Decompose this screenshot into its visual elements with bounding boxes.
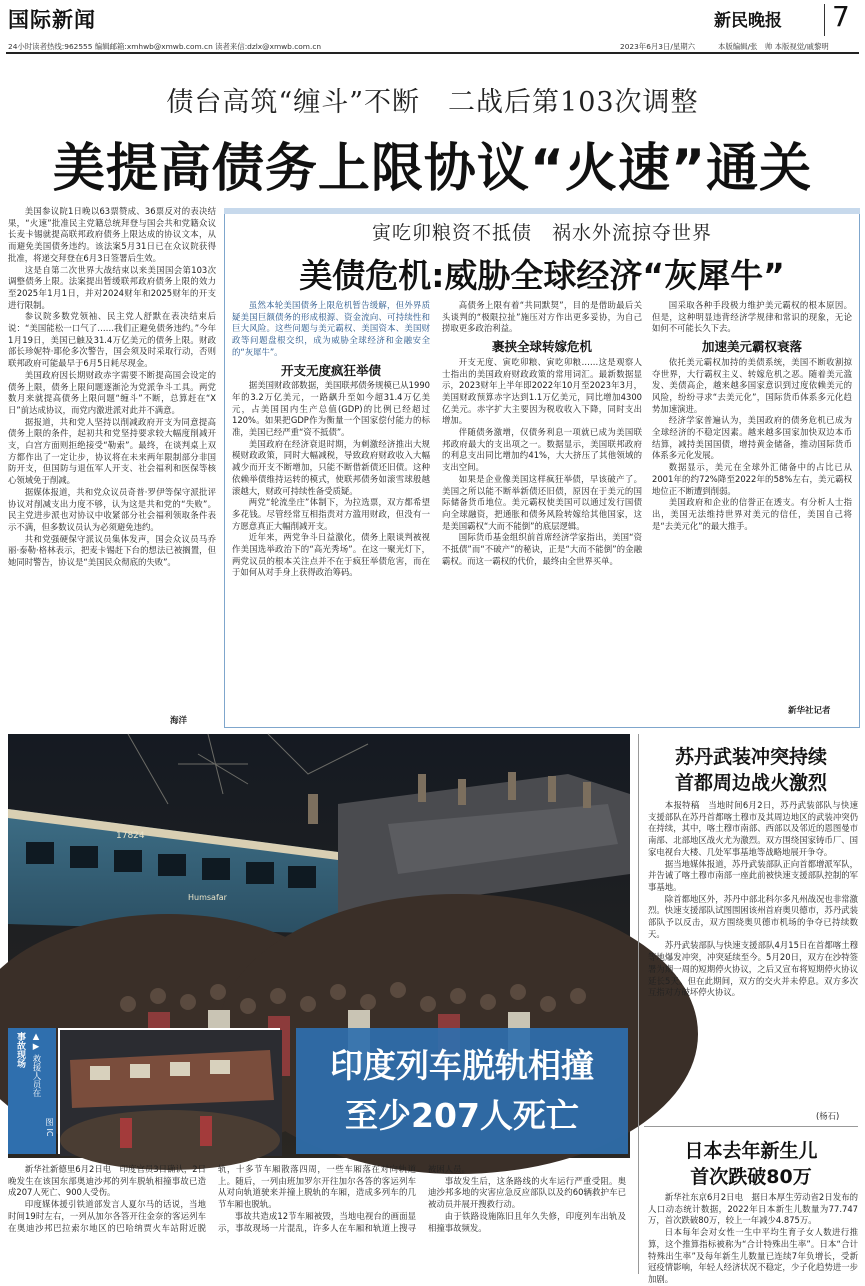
- sudan-article: [648, 800, 858, 1126]
- masthead-rule: [6, 52, 859, 54]
- sudan-headline-line-1: 苏丹武装冲突持续: [674, 746, 827, 768]
- feature-paragraph: 开支无度、寅吃卯粮、寅吃卯粮……这是观察人士指出的美国政府财政政策的常用词汇。最新数据显示，2023财年上半年即2022年10月至2023年3月，美国财政预算赤字达到1.1万亿美元，同比增加4300亿美元。赤字扩大主要因为税收收入下降，同时支出增加。: [442, 356, 642, 426]
- india-paragraph: 事故发生后，这条路线的火车运行严重受阻。奥迪沙邦多地的灾害应急反应部队以及约60辆救护车已被动员并展开搜救行动。: [428, 1175, 626, 1210]
- india-paragraph: 新华社新德里6月2日电 印度官员3日确认，2日晚发生在该国东部奥迪沙邦的列车脱轨相撞事故已造成207人死亡、900人受伤。: [8, 1164, 206, 1198]
- feature-kicker: 寅吃卯粮资不抵债 祸水外流掠夺世界: [371, 222, 712, 244]
- feature-subhead-3: 加速美元霸权衰落: [701, 339, 802, 355]
- feature-paragraph: 据美国财政部数据，美国联邦债务规模已从1990年的3.2万亿美元，一路飙升至如今超31.4万亿美元，占美国国内生产总值(GDP)的比例已经超过120%。如果把GDP作为衡量一个国家偿付能力的标准，美国已经严重“资不抵债”。: [232, 380, 430, 438]
- inset-scene: [60, 1030, 282, 1156]
- lead-headline: 美提高债务上限协议“火速”通关: [52, 139, 813, 199]
- lead-byline: 海洋: [170, 716, 188, 726]
- lead-paragraph: 参议院多数党领袖、民主党人舒默在表决结束后说：“美国能松一口气了……我们正避免债务违约。”今年1月19日，美国已触及31.4万亿美元的债务上限。财政部长珍妮特·耶伦多次警告，国会须及时采取行动，否则联邦政府可能最早于6月5日耗尽现金。: [8, 311, 216, 369]
- masthead-divider: [824, 4, 825, 36]
- lead-paragraph: 共和党强硬保守派议员集体发声，国会众议员马乔丽·泰勒·格林表示，把麦卡锡赶下台的想法已被搁置，但她同时警告，协议是“美国民众彻底的失败”。: [8, 533, 216, 568]
- coach-label: Humsafar: [188, 893, 227, 902]
- feature-headline: 美债危机:威胁全球经济“灰犀牛”: [299, 256, 785, 295]
- lead-paragraph: 据报道，共和党人坚持以削减政府开支为同意提高债务上限的条件，起初共和党坚持要求较大幅度削减开支，白宫方面则拒绝接受“勒索”。最终，在谈判桌上双方都作出了一定让步，协议将在未来两年限制部分非国防开支，但国防与退伍军人开支、社会福利和医保等核心领域免于削减。: [8, 416, 216, 486]
- sudan-paragraph: 苏丹武装部队与快速支援部队4月15日在首都喀土穆等地爆发冲突，冲突延续至今。5月20日，双方在沙特签署为期一周的短期停火协议，之后又宣布将短期停火协议延长5天。但在此期间，双方的交火并未停息。双方多次互指对方破坏停火协议。: [648, 940, 858, 998]
- right-section-rule: [644, 1126, 858, 1127]
- lead-paragraph: 据媒体报道，共和党众议员奇普·罗伊等保守派批评协议对削减支出力度不够，认为这是共和党的“失败”。民主党进步派也对协议中收紧部分社会福利领取条件表示不满，但多数议员认为必须避免违约。: [8, 486, 216, 532]
- feature-column-3: [652, 300, 852, 700]
- india-paragraph: 印度媒体援引铁道部发言人夏尔马的话说，当地时间19时左右，一列从加尔各答开往金奈的客运列车在奥迪沙邦巴拉索尔地区的巴哈纳贾火车站附近脱轨，十多节车厢散落四周，一些车厢落在对向轨道上。随后，一列由班加罗尔开往加尔各答的客运列车从对向轨道驶来并撞上脱轨的车厢，造成多列车的几节车厢也脱轨。: [8, 1164, 416, 1233]
- japan-paragraph: 日本每年会对女性一生中平均生育子女人数进行推算，这个推算指标被称为“合计特殊出生率”。日本“合计特殊出生率”及每年新生儿数量已连续7年负增长，受新冠疫情影响，年轻人经济状况不稳定，少子化趋势进一步加剧。: [648, 1227, 858, 1284]
- photo-caption-line-2: 至少207人死亡: [345, 1096, 579, 1135]
- india-article: [8, 1164, 626, 1276]
- feature-paragraph: 高债务上限有着“共同默契”，目的是借助最后关头谈判的“极限拉扯”施压对方作出更多妥协，为自己捞取更多政治利益。: [442, 300, 642, 334]
- lead-paragraph: 美国政府因长期财政赤字需要不断提高国会设定的债务上限，债务上限问题逐渐沦为党派争斗工具。两党数月来就提高债务上限问题“缠斗”不断，总算赶在“X日”前达成协议，而党内激进派对此并不满意。: [8, 369, 216, 415]
- feature-intro: 虽然本轮美国债务上限危机暂告缓解，但外界质疑美国巨额债务的形成根源、资金流向、可持续性和巨大风险。这些问题与美元霸权、美国资本、美国财政等问题盘根交织，成为威胁全球经济和金融安全的“灰犀牛”。: [232, 300, 430, 357]
- feature-paragraph: 数据显示，美元在全球外汇储备中的占比已从2001年的约72%降至2022年的58%左右，美元霸权地位正不断遭到削弱。: [652, 462, 852, 496]
- japan-headline-line-2: 首次跌破80万: [690, 1166, 812, 1188]
- coach-number: 17824: [116, 831, 145, 841]
- feature-paragraph: 美国政府在经济衰退时期，为刺激经济推出大规模财政政策，同时大幅减税，导致政府财政收入大幅减少而开支不断增加，只能不断借新债还旧债。这种依赖举债维持运转的模式，使联邦债务如滚雪球般越滚越大，财政可持续性备受质疑。: [232, 438, 430, 496]
- feature-paragraph: 伴随债务激增，仅债务利息一项就已成为美国联邦政府最大的支出项之一。数据显示，美国联邦政府的利息支出同比增加约41%，大大挤压了其他领域的支出空间。: [442, 427, 642, 473]
- india-paragraph: 事故共造成12节车厢被毁，当地电视台的画面显示，事故现场一片混乱，许多人在车厢和轨道上搜寻被困人员。: [218, 1164, 470, 1233]
- photo-caption-line-1: 印度列车脱轨相撞: [330, 1046, 594, 1085]
- feature-column-1: [232, 300, 430, 718]
- lead-paragraph: 美国参议院1日晚以63票赞成、36票反对的表决结果，“火速”批准民主党籍总统拜登与国会共和党籍众议长麦卡锡就提高联邦政府债务上限达成的协议文本，从而避免美国债务违约。该法案5月31日已在众议院获得批准，将递交拜登在6月3日签署后生效。: [8, 206, 216, 263]
- feature-paragraph: 国际货币基金组织前首席经济学家指出，美国“资不抵债”而“不破产”的秘诀，正是“大而不能倒”的金融霸权。而这一霸权的代价，最终由全世界买单。: [442, 532, 642, 566]
- sudan-paragraph: 除首都地区外，苏丹中部北科尔多凡州战况也非常激烈。快速支援部队试图围困该州首府奥贝德市，苏丹武装部队予以反击，双方围绕奥贝德市机场的争夺已持续数天。: [648, 893, 858, 939]
- hotline-info: 24小时读者热线:962555 编辑邮箱:xmhwb@xmwb.com.cn 读者来信:dzlx@xmwb.com.cn: [8, 42, 322, 51]
- page-number: 7: [832, 0, 850, 33]
- lead-paragraph: 这是自第二次世界大战结束以来美国国会第103次调整债务上限。法案提出暂缓联邦政府债务上限的效力至2025年1月1日，并对2024财年和2025财年的开支进行限制。: [8, 264, 216, 310]
- japan-article: [648, 1192, 858, 1284]
- photo-credit: 图 IC: [45, 1118, 54, 1137]
- right-column-divider: [638, 734, 639, 1274]
- feature-paragraph: 经济学家普遍认为，美国政府的债务危机已成为全球经济的不稳定因素。越来越多国家加快双边本币结算，减持美国国债，增持黄金储备，推动国际货币体系多元化发展。: [652, 415, 852, 461]
- feature-paragraph: 两党“轮流坐庄”体制下，为拉选票，双方都希望多花钱。尽管经常互相指责对方滥用财政，但没有一方愿意真正大幅削减开支。: [232, 497, 430, 531]
- lead-article: [8, 206, 216, 706]
- feature-byline: 新华社记者: [788, 706, 831, 716]
- sudan-headline-line-2: 首都周边战火激烈: [674, 772, 827, 794]
- editor-credit: 本版编辑/张 帅 本版视觉/戚黎明: [718, 42, 829, 51]
- inset-note: ▲▶ 救援人员在: [31, 1032, 41, 1098]
- feature-paragraph: 如果是企业像美国这样疯狂举债，早该破产了。美国之所以能不断举新债还旧债，原因在于美元的国际储备货币地位。美元霸权使美国可以通过发行国债向全球融资，把通胀和债务风险转嫁给其他国家，这是美国霸权“大而不能倒”的底层逻辑。: [442, 473, 642, 531]
- sudan-paragraph: 本报特稿 当地时间6月2日，苏丹武装部队与快速支援部队在苏丹首都喀土穆市及其周边地区的武装冲突仍在持续，其中，喀土穆市南部、西部以及邻近的恩图曼市南部、北部地区战火尤为激烈。双方围绕国家铸币厂、国家电视台大楼、几处军事基地等战略地展开争夺。: [648, 800, 858, 857]
- inset-label: 事故现场: [15, 1032, 25, 1068]
- japan-headline-line-1: 日本去年新生儿: [684, 1140, 818, 1162]
- feature-paragraph: 近年来，两党争斗日益激化，债务上限谈判被视作美国选举政治下的“高光秀场”。在这一聚光灯下，两党议员的根本关注点并不在于疯狂举债危害，而在于如何从对手身上获得政治筹码。: [232, 532, 430, 578]
- newspaper-name: 新民晚报: [714, 11, 782, 31]
- feature-column-2: [442, 300, 642, 718]
- feature-subhead-2: 裹挟全球转嫁危机: [491, 339, 592, 355]
- feature-subhead-1: 开支无度疯狂举债: [280, 362, 381, 378]
- lead-kicker: 债台高筑“缠斗”不断 二战后第103次调整: [166, 87, 699, 118]
- feature-paragraph: 依托美元霸权加持的美债系统，美国不断收割掠夺世界，大行霸权主义、转嫁危机之恶。随着美元滥发、美债高企，越来越多国家意识到过度依赖美元的风险，纷纷寻求“去美元化”，国际货币体系多元化趋势加速演进。: [652, 356, 852, 414]
- japan-paragraph: 新华社东京6月2日电 据日本厚生劳动省2日发布的人口动态统计数据，2022年日本新生儿数量为77.747万，首次跌破80万，较上一年减少4.875万。: [648, 1192, 858, 1226]
- feature-paragraph: 美国政府和企业的信誉正在透支。有分析人士指出，美国无法维持世界对美元的信任，美国自己将是“去美元化”的最大推手。: [652, 497, 852, 531]
- india-paragraph: 由于铁路设施陈旧且年久失修，印度列车出轨及相撞事故频发。: [428, 1210, 626, 1233]
- inset-photo: [58, 1028, 280, 1154]
- section-title: 国际新闻: [8, 8, 96, 32]
- issue-date: 2023年6月3日/星期六: [620, 42, 696, 51]
- feature-paragraph: 国采取各种手段极力维护美元霸权的根本原因。但是，这种明显违背经济学规律和常识的现象，无论如何不可能长久下去。: [652, 300, 852, 334]
- sudan-paragraph: 据当地媒体报道，苏丹武装部队正向首都增派军队，并告诫了喀土穆市南部一座此前被快速支援部队控制的军事基地。: [648, 858, 858, 892]
- feature-box-accent: [224, 208, 860, 214]
- sudan-byline: (杨石): [816, 1111, 840, 1121]
